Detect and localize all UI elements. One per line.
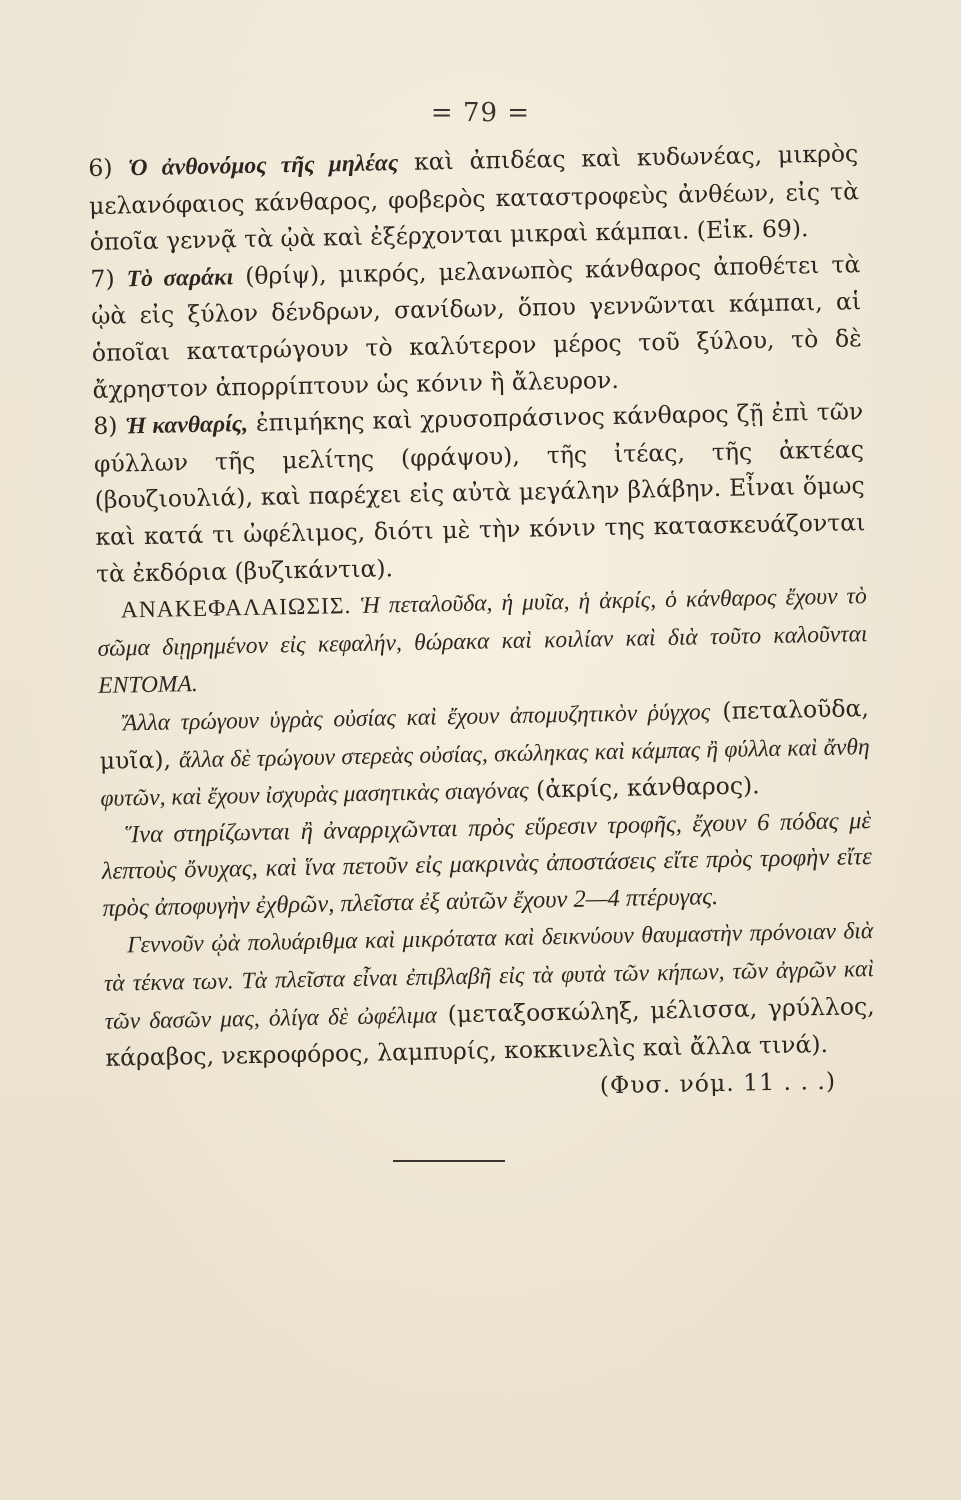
page-number: = 79 = (430, 98, 531, 128)
summary-p4-b: (μεταξοσκώληξ, μέλισσα, γρύλλος, κάραβος, νεκροφόρος, λαμπυρίς, κοκκινελὶς καὶ ἄλλα τινά). (105, 991, 875, 1073)
summary-p2-c: ἄλλα δὲ τρώγουν στερεὰς οὐσίας, σκώληκας καὶ κάμπας ἢ φύλλα καὶ ἄνθη φυτῶν, καὶ ἔχουν ἰσχυρὰς μασητικὰς σιαγόνας (100, 733, 870, 812)
item-6-term: Ὁ ἀνθονόμος τῆς μηλέας (128, 150, 399, 182)
page-body (88, 135, 876, 1113)
item-6-number: 6) (88, 153, 113, 182)
item-7-term: Τὸ σαράκι (126, 264, 234, 293)
entoma-term: ΕΝΤΟΜΑ. (98, 671, 198, 700)
summary-lead: Ἡ πεταλοῦδα, ἡ μυῖα, ἡ ἀκρίς, ὁ κάνθαρος ἔχουν τὸ σῶμα διῃρημένον εἰς κεφαλήν, θώρακα καὶ κοιλίαν καὶ διὰ τοῦτο καλοῦνται (97, 583, 868, 662)
summary-paragraph-3: Ἵνα στηρίζωνται ἢ ἀναρριχῶνται πρὸς εὕρεσιν τροφῆς, ἔχουν 6 πόδας μὲ λεπτοὺς ὄνυχας, καὶ ἵνα πετοῦν εἰς μακρινὰς ἀποστάσεις εἴτε πρὸς τροφὴν εἴτε πρὸς ἀποφυγὴν ἐχθρῶν, πλεῖστα ἐξ αὐτῶν ἔχουν 2—4 πτέρυγας. (101, 806, 872, 922)
item-8-text: ἐπιμήκης καὶ χρυσοπράσινος κάνθαρος ζῇ ἐπὶ τῶν φύλλων τῆς μελίτης (φράψου), τῆς ἰτέας, τῆς ἀκτέας (βουζιουλιά), καὶ παρέχει εἰς αὐτὰ μεγάλην βλάβην. Εἶναι ὅμως καὶ κατά τι ὠφέλιμος, διότι μὲ τὴν κόνιν της κατασκευάζονται τὰ ἐκδόρια (βυζικάντια). (93, 397, 866, 588)
item-6-text: καὶ ἀπιδέας καὶ κυδωνέας, μικρὸς μελανόφαιος κάνθαρος, φοβερὸς καταστροφεὺς ἀνθέων, εἰς τὰ ὁποῖα γεννᾷ τὰ ᾠὰ καὶ ἐξέρχονται μικραὶ κάμπαι. (Εἰκ. 69). (88, 139, 860, 257)
end-separator-rule (393, 1160, 505, 1162)
item-7-number: 7) (90, 264, 115, 293)
citation: (Φυσ. νόμ. 11 . . .) (599, 1066, 837, 1100)
summary-paragraph-2 (99, 690, 871, 818)
item-8-term: Ἡ κανθαρίς, (125, 411, 249, 440)
summary-paragraph-1 (96, 577, 868, 705)
summary-p2-b: (πεταλοῦδα, μυῖα), (99, 694, 870, 775)
item-8-number: 8) (93, 411, 118, 441)
summary-p2-d: (ἀκρίς, κάνθαρος). (528, 771, 760, 804)
summary-p4-a: Γεννοῦν ᾠὰ πολυάριθμα καὶ μικρότατα καὶ δεικνύουν θαυμαστὴν πρόνοιαν διὰ τὰ τέκνα των. Τὰ πλεῖστα εἶναι ἐπιβλαβῆ εἰς τὰ φυτὰ τῶν κήπων, τῶν ἀγρῶν καὶ τῶν δασῶν μας, ὀλίγα δὲ ὠφέλιμα (103, 918, 875, 1035)
summary-p2-a: Ἄλλα τρώγουν ὑγρὰς οὐσίας καὶ ἔχουν ἀπομυζητικὸν ῥύγχος (122, 699, 711, 737)
item-8-paragraph (93, 393, 866, 592)
item-7-text: (θρίψ), μικρός, μελανωπὸς κάνθαρος ἀποθέτει τὰ ᾠὰ εἰς ξύλον δένδρων, σανίδων, ὅπου γεννῶνται κάμπαι, αἱ ὁποῖαι κατατρώγουν τὸ καλύτερον μέρος τοῦ ξύλου, τὸ δὲ ἄχρηστον ἀπορρίπτουν ὡς κόνιν ἢ ἄλευρον. (90, 249, 863, 404)
item-6-paragraph (88, 135, 860, 261)
item-7-paragraph (90, 246, 863, 408)
summary-paragraph-4 (103, 913, 876, 1077)
summary-heading: ΑΝΑΚΕΦΑΛΑΙΩΣΙΣ. (120, 593, 352, 624)
